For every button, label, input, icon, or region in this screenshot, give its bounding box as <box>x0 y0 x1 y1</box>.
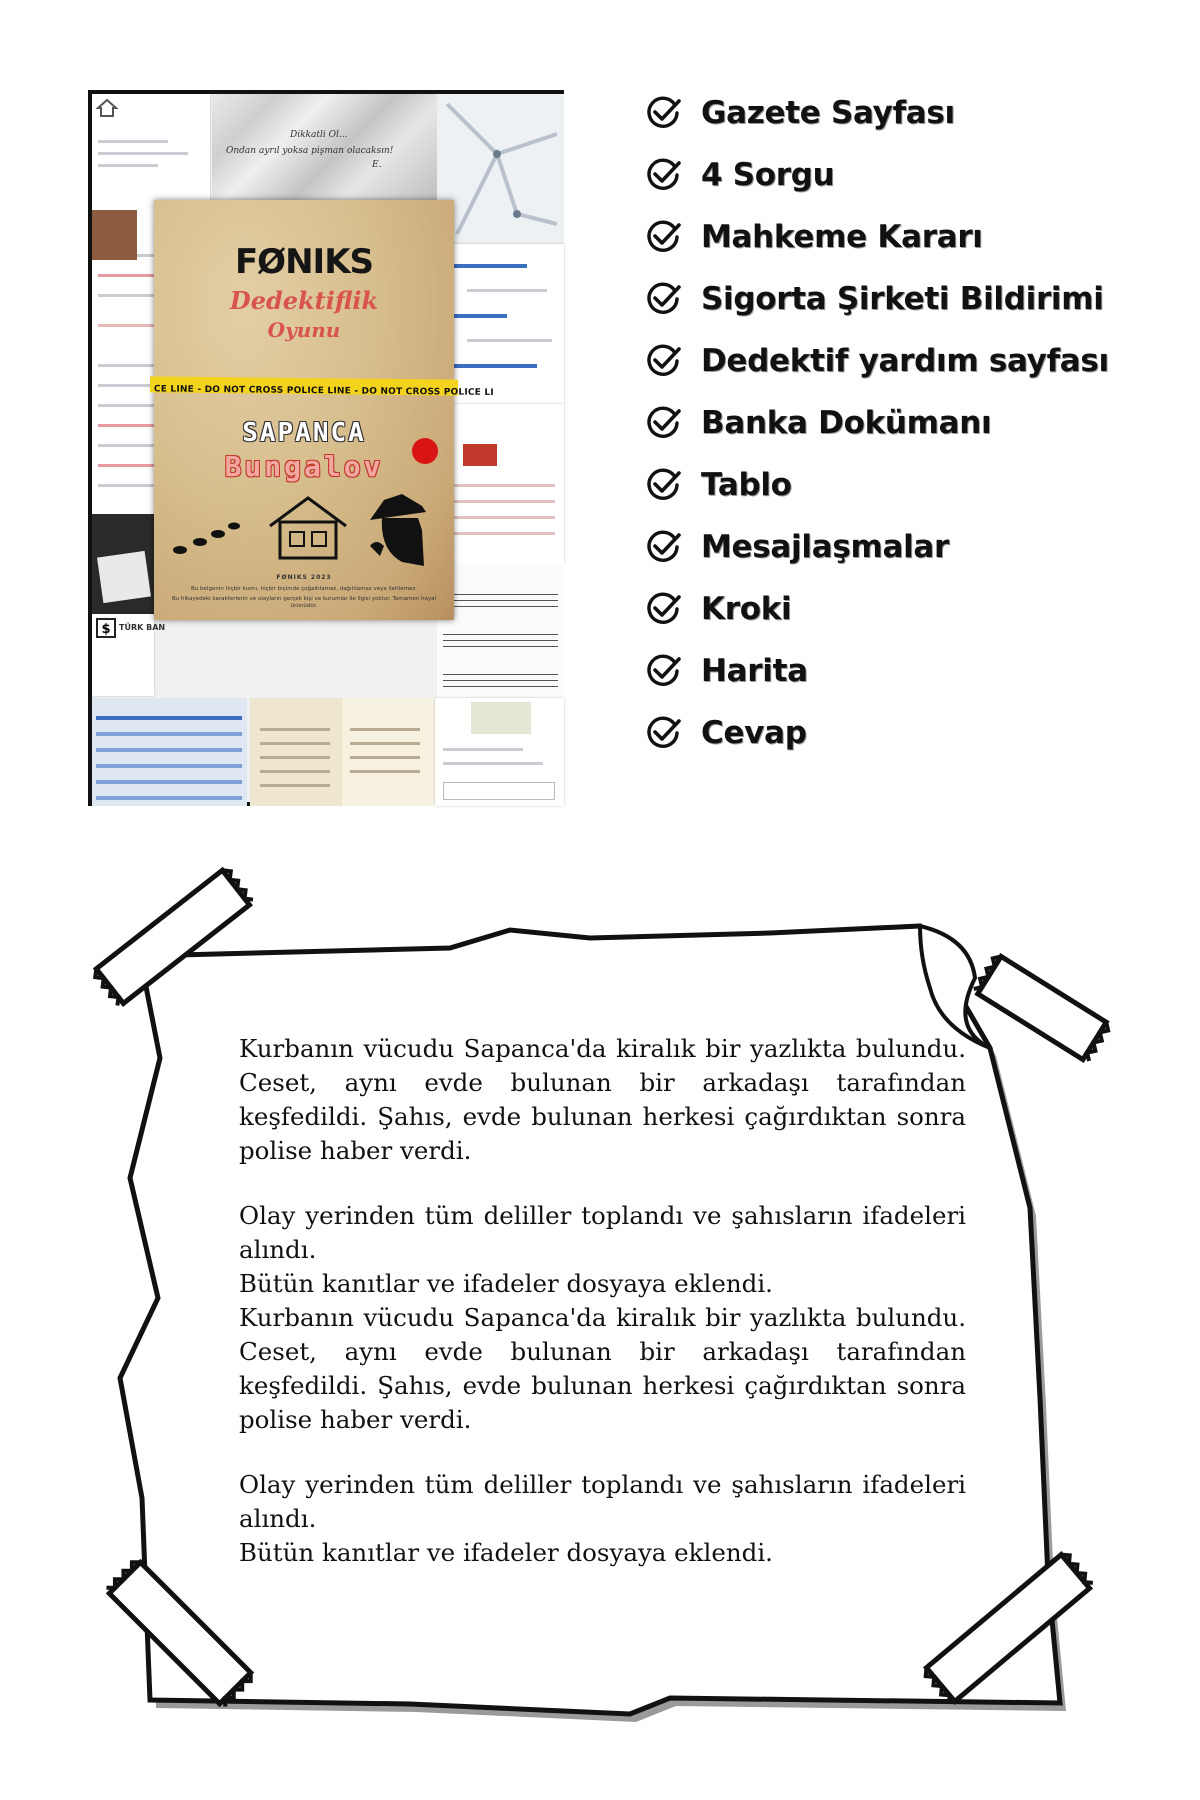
checklist-item-label: Sigorta Şirketi Bildirimi <box>701 281 1104 317</box>
diary-page-right <box>342 698 435 806</box>
checklist-item <box>645 640 1109 702</box>
threat-note-sign: E. <box>372 160 382 170</box>
map-sketch <box>437 94 564 244</box>
checklist-item-label: Harita <box>701 653 808 689</box>
checklist-item <box>645 702 1109 764</box>
product-collage <box>88 90 564 806</box>
checklist-item <box>645 392 1109 454</box>
poster-disclaimer-1: Bu belgenin hiçbir kısmı, hiçbir biçimde çoğaltılamaz, dağıtılamaz veya iletilemez. <box>191 586 417 592</box>
checklist-item <box>645 454 1109 516</box>
checklist-item-label: Gazete Sayfası <box>701 95 955 131</box>
svg-text:$: $ <box>101 622 111 637</box>
note-paragraph-5: Olay yerinden tüm deliller toplandı ve şahısların ifadeleri alındı. <box>239 1470 966 1533</box>
threat-note <box>212 94 437 206</box>
checklist-item-label: Cevap <box>701 715 807 751</box>
checklist-item-label: Dedektif yardım sayfası <box>701 343 1109 379</box>
bank-icon <box>96 618 116 638</box>
poster-place-2: Bungalov <box>224 450 384 483</box>
check-circle-icon <box>645 405 681 441</box>
check-circle-icon <box>645 715 681 751</box>
threat-note-line2: Ondan ayrıl yoksa pişman olacaksın! <box>226 146 394 156</box>
check-circle-icon <box>645 653 681 689</box>
checklist-item-label: Banka Dokümanı <box>701 405 992 441</box>
police-tape <box>150 376 494 398</box>
checklist-item <box>645 144 1109 206</box>
music-sheet <box>437 564 564 699</box>
note-paragraph-1: Kurbanın vücudu Sapanca'da kiralık bir yazlıkta bulundu. Ceset, aynı evde bulunan bir arkadaşı tarafından keşfedildi. Şahıs, evde bulunan herkesi çağırdıktan sonra polise haber verdi. <box>239 1034 966 1165</box>
poster-brand: FØNIKS 2023 <box>276 574 332 581</box>
check-circle-icon <box>645 467 681 503</box>
blood-splatter-icon <box>412 438 438 464</box>
checklist-item-label: 4 Sorgu <box>701 157 835 193</box>
home-icon <box>96 98 118 118</box>
check-circle-icon <box>645 219 681 255</box>
checklist-item <box>645 206 1109 268</box>
contents-checklist <box>645 82 1109 764</box>
poster-disclaimer-2: Bu hikayedeki karakterlerin ve olayların gerçek kişi ve kurumlar ile ilgisi yoktur. Tamamen hayal ürünüdür. <box>171 596 437 609</box>
poster-place: SAPANCA <box>242 418 366 448</box>
checklist-item-label: Tablo <box>701 467 792 503</box>
check-circle-icon <box>645 157 681 193</box>
tape-top-right <box>973 953 1112 1062</box>
note-paragraph-3: Bütün kanıtlar ve ifadeler dosyaya eklendi. <box>239 1269 773 1298</box>
house-icon <box>266 492 350 562</box>
bank-document <box>92 614 166 696</box>
case-summary-text <box>239 1032 966 1570</box>
check-circle-icon <box>645 343 681 379</box>
note-paragraph-4: Kurbanın vücudu Sapanca'da kiralık bir yazlıkta bulundu. Ceset, aynı evde bulunan bir arkadaşı tarafından keşfedildi. Şahıs, evde bulunan herkesi çağırdıktan sonra polise haber verdi. <box>239 1303 966 1434</box>
checklist-item <box>645 516 1109 578</box>
evidence-photo <box>92 514 154 614</box>
newspaper-page <box>437 404 564 564</box>
checklist-item-label: Mesajlaşmalar <box>701 529 950 565</box>
note-paragraph-2: Olay yerinden tüm deliller toplandı ve şahısların ifadeleri alındı. <box>239 1201 966 1264</box>
check-circle-icon <box>645 591 681 627</box>
checklist-item <box>645 578 1109 640</box>
map-roads <box>437 94 564 244</box>
check-circle-icon <box>645 281 681 317</box>
map-document <box>435 698 564 806</box>
police-tape-text: CE LINE - DO NOT CROSS POLICE LINE - DO NOT CROSS POLICE LI <box>153 384 494 398</box>
poster-title: FØNIKS <box>234 242 374 282</box>
detective-icon <box>362 490 434 570</box>
footprints-icon <box>170 520 240 560</box>
checklist-item-label: Kroki <box>701 591 792 627</box>
poster-subtitle-1: Dedektiflik <box>229 286 379 315</box>
house-photo <box>92 210 137 260</box>
checklist-item <box>645 268 1109 330</box>
checklist-item-label: Mahkeme Kararı <box>701 219 983 255</box>
threat-note-line1: Dikkatli Ol... <box>290 130 348 140</box>
note-paragraph-6: Bütün kanıtlar ve ifadeler dosyaya eklendi. <box>239 1538 773 1567</box>
check-circle-icon <box>645 529 681 565</box>
table-document <box>92 698 247 806</box>
poster-subtitle-2: Oyunu <box>267 318 341 342</box>
bank-label: TÜRK BAN <box>119 623 166 632</box>
game-cover-poster <box>153 200 494 620</box>
checklist-item <box>645 82 1109 144</box>
checklist-item <box>645 330 1109 392</box>
check-circle-icon <box>645 95 681 131</box>
